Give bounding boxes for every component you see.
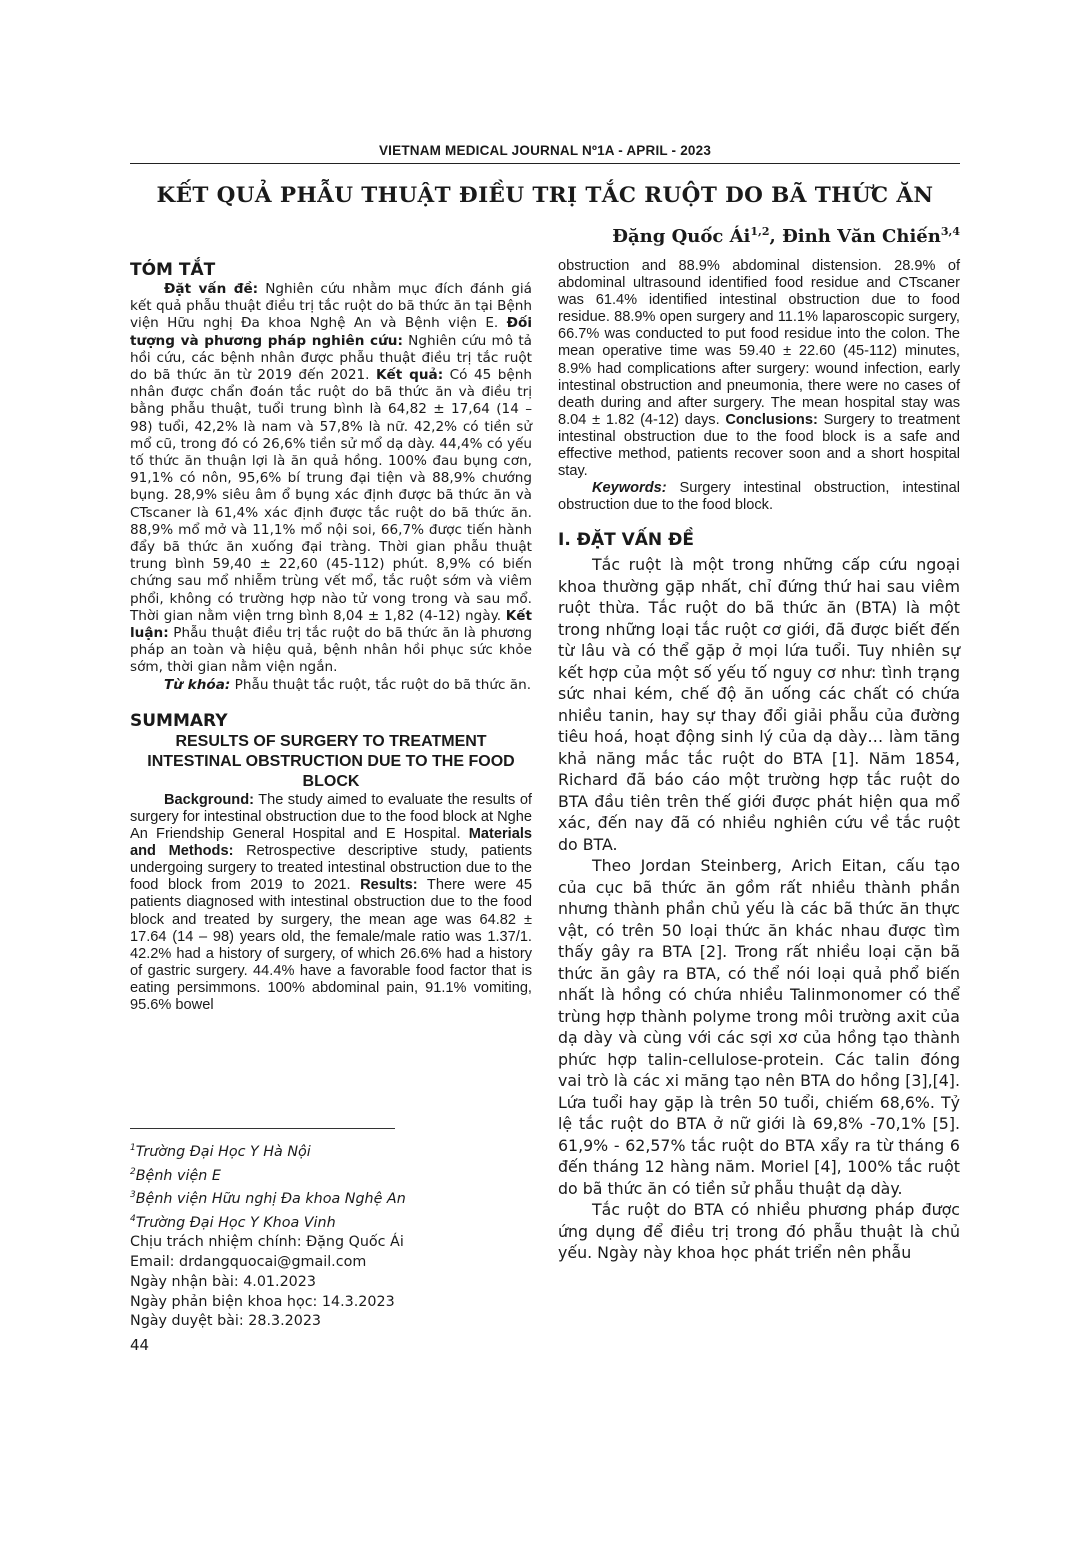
date-reviewed: Ngày phản biện khoa học: 14.3.2023 (130, 1293, 395, 1310)
section-1-paragraph-2: Theo Jordan Steinberg, Arich Eitan, cấu tạo của cục bã thức ăn gồm rất nhiều thành phần nhưng thành phần chủ yếu là các bã thức ăn thực vật, có trên 50 loại thức ăn khác nhau được tìm thấy gây ra BTA [2]. Trong rất nhiều loại cặn bã thức ăn gây ra BTA, có thể nói loại quả phổ biến nhất là hồng có chứa nhiều Talinmonomer có thể trùng hợp thành polyme trong môi trường axit của dạ dày và cùng với các sợi xơ của hồng tạo thành phức hợp talin-cellulose-protein. Các talin đóng vai trò là các xi măng tạo nên BTA do hồng [3],[4]. Lứa tuổi hay gặp là trên 50 tuổi, chiếm 68,6%. Tỷ lệ tắc ruột do BTA ở nữ giới là 69,8% -70,1% [5]. 61,9% - 62,57% tắc ruột do BTA xẩy ra từ tháng 6 đến tháng 12 hàng năm. Moriel [4], 100% tắc ruột do bã thức ăn có tiền sử phẫu thuật dạ dày. (558, 856, 960, 1198)
summary-keywords (558, 480, 960, 514)
tom-tat-label-methods: Đối tượng và phương pháp nghiên cứu: (130, 315, 532, 349)
summary-heading: SUMMARY (130, 710, 228, 731)
footnote-marker-1: 1 (130, 1143, 136, 1153)
summary-body-continued (558, 258, 960, 480)
footnote-text-1: Trường Đại Học Y Hà Nội (135, 1143, 311, 1160)
date-accepted: Ngày duyệt bài: 28.3.2023 (130, 1313, 322, 1330)
tom-tat-text-results: Có 45 bệnh nhân được chẩn đoán tắc ruột do bã thức ăn và điều trị bằng phẫu thuật, tuổi trung bình là 64,82 ± 17,64 (14 – 98) tuổi, 42,2% là nam và 57,8% là nữ. 42,2% có tiền sử mổ cũ, trong đó có 26,6% tiền sử mổ dạ dày. 44,4% có yếu tố thức ăn thuận lợi là ăn quả hồng. 100% đau bụng cơn, 91,1% có nôn, 95,6% bí trung đại tiện và 88,9% chướng bụng. 28,9% siêu âm ổ bụng xác định được bã thức ăn và CTscaner là 61,4% xác định được tắc ruột do bã thức ăn. 88,9% mổ mở và 11,1% mổ nội soi, 66,7% được tiến hành đẩy bã thức ăn xuống đại tràng. Thời gian phẫu thuật trung bình 59,40 ± 22,60 (45-112) phút. 8,9% có biến chứng sau mổ nhiễm trùng vết mổ, tắc ruột sớm và viêm phổi, không có trường hợp nào tử vong trong và sau mổ. Thời gian nằm viện trng bình 8,04 ± 1,82 (4-12) ngày. (130, 367, 532, 624)
footnote-text-3: Bệnh viện Hữu nghị Đa khoa Nghệ An (135, 1190, 406, 1207)
summary-text-background: The study aimed to evaluate the results of surgery for intestinal obstruction due to the food block at Nghe An Friendship General Hospital and E Hospital. (130, 791, 532, 843)
tom-tat-label-results: Kết quả: (375, 367, 444, 384)
tom-tat-keywords (130, 677, 532, 694)
summary-text-results-cont: obstruction and 88.9% abdominal distension. 28.9% of abdominal ultrasound identified food residue and CTscaner was 61.4% identified intestinal obstruction due to food residue. 88.9% open surgery and 11.1% laparoscopic surgery, 66.7% was conducted to put food residue into the colon. The mean operative time was 59.40 ± 22.60 (45-112) minutes, 8.9% had complications after surgery: wound infection, early intestinal obstruction and pneumonia, there were no cases of death during and after surgery. The mean hospital stay was 8.04 ± 1.82 (4-12) days. (558, 258, 960, 428)
footnote-marker-4: 4 (130, 1213, 136, 1224)
tom-tat-label-background: Đặt vấn đề: (164, 281, 259, 297)
left-column (130, 258, 532, 1014)
tom-tat-text-conclusion: Phẫu thuật điều trị tắc ruột do bã thức ăn là phương pháp an toàn và hiệu quả, bệnh nhân hồi phục sức khỏe sớm, thời gian nằm viện ngắn. (130, 625, 532, 676)
footnotes (130, 1128, 532, 1332)
author-1: Đặng Quốc Ái (612, 226, 751, 247)
footnote-marker-2: 2 (130, 1166, 136, 1177)
footnote-affiliation-1 (130, 1139, 532, 1163)
journal-header: VIETNAM MEDICAL JOURNAL Nº1A - APRIL - 2023 (378, 143, 712, 158)
tom-tat-text-background: Nghiên cứu nhằm mục đích đánh giá kết quả phẫu thuật điều trị tắc ruột do bã thức ăn tại Bệnh viện Hữu nghị Đa khoa Nghệ An và Bệnh viện E. (130, 281, 533, 332)
summary-keywords-text: Surgery intestinal obstruction, intestinal obstruction due to the food block. (558, 480, 960, 514)
tom-tat-keywords-label: Từ khóa: (164, 676, 231, 693)
tom-tat-text-methods: Nghiên cứu mô tả hồi cứu, các bệnh nhân được phẫu thuật điều trị tắc ruột do bã thức ăn từ 2019 đến 2021. (130, 332, 532, 384)
summary-label-results: Results: (360, 877, 418, 894)
page-number: 44 (130, 1336, 150, 1354)
tom-tat-label-conclusion: Kết luận: (130, 607, 532, 642)
footnote-affiliation-2 (130, 1163, 532, 1187)
section-1-heading: I. ĐẶT VẤN ĐỀ (558, 530, 694, 551)
section-1-paragraph-3: Tắc ruột do BTA có nhiều phương pháp được ứng dụng để điều trị trong đó phẫu thuật là chủ yếu. Ngày này khoa học phát triển nên phẫu (558, 1200, 960, 1263)
right-column (558, 258, 960, 1264)
author-2: Đinh Văn Chiến (782, 226, 941, 247)
summary-keywords-label: Keywords: (592, 480, 667, 497)
summary-label-background: Background: (164, 791, 254, 808)
corresponding-email: Email: drdangquocai@gmail.com (130, 1254, 367, 1271)
tom-tat-keywords-text: Phẫu thuật tắc ruột, tắc ruột do bã thức ăn. (230, 676, 532, 693)
summary-label-conclusions: Conclusions: (725, 411, 818, 428)
footnote-text-4: Trường Đại Học Y Khoa Vinh (135, 1214, 336, 1231)
footnote-marker-3: 3 (130, 1190, 136, 1201)
tom-tat-heading: TÓM TẮT (130, 260, 216, 280)
section-1-paragraph-1: Tắc ruột là một trong những cấp cứu ngoại khoa thường gặp nhất, chỉ đứng thứ hai sau viêm ruột thừa. Tắc ruột do bã thức ăn (BTA) là một trong những loại tắc ruột cơ giới, đã được biết đến từ lâu và có thể gặp ở mọi lứa tuổi. Tuy nhiên sự kết hợp của một số yếu tố nguy cơ như: tình trạng sức nhai kém, chế độ ăn uống các chất có chứa nhiều tanin, hay sự thay đổi giải phẫu của đường tiêu hoá, hoạt động sinh lý của dạ dày… làm tăng khả năng mắc tắc ruột do BTA [1]. Năm 1854, Richard đã báo cáo một trường hợp tắc ruột do BTA đầu tiên trên thế giới được phát hiện qua mổ xác, đến nay đã có nhiều nghiên cứu về tắc ruột do BTA. (558, 555, 960, 854)
summary-body (130, 792, 532, 1014)
author-line (612, 225, 960, 247)
summary-label-methods: Materials and Methods: (130, 826, 532, 860)
summary-text-methods: Retrospective descriptive study, patients undergoing surgery to treated intestinal obstruction due to the food block from 2019 to 2021. (130, 843, 532, 894)
footnote-affiliation-4 (130, 1210, 532, 1234)
footnote-rule (130, 1128, 395, 1129)
author-separator: , (769, 226, 783, 247)
author-1-affiliation: 1,2 (750, 225, 770, 238)
summary-title: RESULTS OF SURGERY TO TREATMENT INTESTINAL OBSTRUCTION DUE TO THE FOOD BLOCK (147, 732, 515, 790)
date-received: Ngày nhận bài: 4.01.2023 (130, 1273, 316, 1290)
summary-text-results: There were 45 patients diagnosed with intestinal obstruction due to the food block and treated by surgery, the mean age was 64.82 ± 17.64 (14 – 98) years old, the female/male ratio was 1.37/1. 42.2% had a history of surgery, of which 26.6% had a history of gastric surgery. 44.4% have a favorable food factor that is eating persimmons. 100% abdominal pain, 91.1% vomiting, 95.6% bowel (130, 877, 532, 1013)
summary-text-conclusions: Surgery to treatment intestinal obstruction due to the food block is a safe and effective method, patients recover soon and a short hospital stay. (558, 411, 960, 480)
footnote-text-2: Bệnh viện E (135, 1167, 221, 1184)
article-title: KẾT QUẢ PHẪU THUẬT ĐIỀU TRỊ TẮC RUỘT DO BÃ THỨC ĂN (156, 183, 934, 208)
author-2-affiliation: 3,4 (940, 225, 960, 238)
footnote-affiliation-3 (130, 1186, 532, 1210)
header-rule (130, 163, 960, 164)
tom-tat-body (130, 281, 532, 677)
corresponding-author: Chịu trách nhiệm chính: Đặng Quốc Ái (130, 1234, 404, 1251)
